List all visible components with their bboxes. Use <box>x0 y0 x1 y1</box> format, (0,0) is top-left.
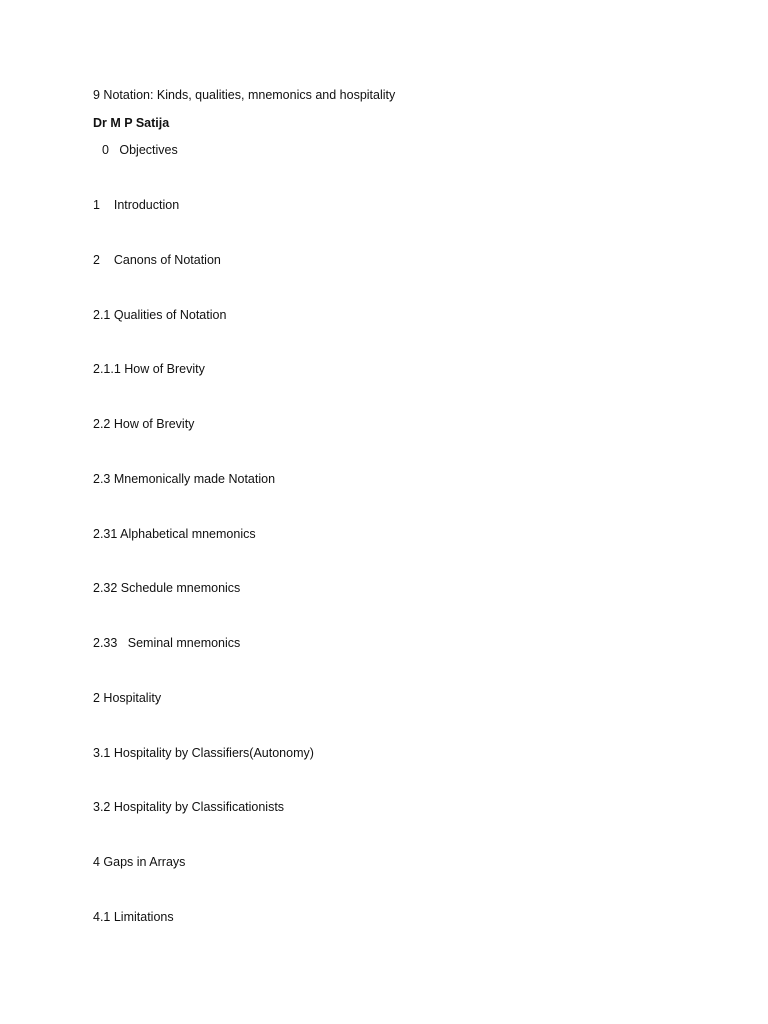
toc-item-gaps-in-arrays: 4 Gaps in Arrays <box>93 855 186 869</box>
toc-item-canons-of-notation: 2 Canons of Notation <box>93 252 221 267</box>
toc-item-mnemonically-made-notation: 2.3 Mnemonically made Notation <box>93 471 276 486</box>
toc-item-schedule-mnemonics: 2.32 Schedule mnemonics <box>93 581 241 596</box>
toc-item-limitations: 4.1 Limitations <box>93 909 174 924</box>
document-title: 9 Notation: Kinds, qualities, mnemonics and hospitality <box>93 88 396 102</box>
document-author: Dr M P Satija <box>93 116 170 130</box>
toc-item-introduction: 1 Introduction <box>93 198 180 212</box>
toc-item-hospitality-by-classificationists: 3.2 Hospitality by Classificationists <box>93 800 285 815</box>
toc-item-how-of-brevity-2: 2.2 How of Brevity <box>93 417 195 431</box>
objectives-heading: 0 Objectives <box>102 143 178 157</box>
toc-item-how-of-brevity-1: 2.1.1 How of Brevity <box>93 362 205 377</box>
toc-item-hospitality-by-classifiers: 3.1 Hospitality by Classifiers(Autonomy) <box>93 745 314 760</box>
toc-item-seminal-mnemonics: 2.33 Seminal mnemonics <box>93 636 241 650</box>
document-body <box>93 86 693 963</box>
toc-item-qualities-of-notation: 2.1 Qualities of Notation <box>93 307 227 322</box>
toc-item-alphabetical-mnemonics: 2.31 Alphabetical mnemonics <box>93 526 256 541</box>
toc-item-hospitality: 2 Hospitality <box>93 690 162 705</box>
